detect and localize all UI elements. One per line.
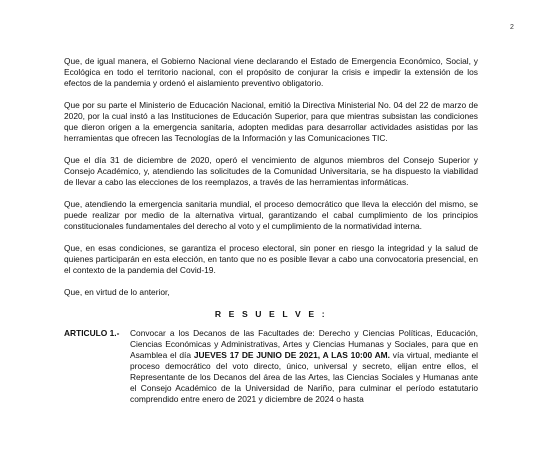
document-body — [64, 56, 478, 405]
article-1-date-highlight: JUEVES 17 DE JUNIO DE 2021, A LAS 10:00 AM. — [193, 350, 390, 360]
article-1-text-after: vía virtual, mediante el proceso democrático del voto directo, único, universal y secreto, elijan entre ellos, el Representante de los Decanos del área de las Artes, las Ciencias Sociales y Humanas ante el Consejo Académico de la Universidad de Nariño, para culminar el período estatutario comprendido entre enero de 2021 y diciembre de 2024 o hasta — [130, 350, 479, 404]
article-1-label: ARTICULO 1.- — [64, 328, 120, 338]
paragraph-ministerial-directive: Que por su parte el Ministerio de Educación Nacional, emitió la Directiva Ministerial No. 04 del 22 de marzo de 2020, por la cual instó a las Instituciones de Educación Superior, para que mientras subsistan las condiciones que dieron origen a la emergencia sanitaria, adopten medidas para desarrollar actividades asistidas por las herramientas que ofrecen las Tecnologías de la Información y las Comunicaciones TIC. — [64, 100, 478, 143]
page-number: 2 — [510, 24, 514, 31]
paragraph-council-expiry: Que el día 31 de diciembre de 2020, operó el vencimiento de algunos miembros del Consejo Superior y Consejo Académico, y, atendiendo las solicitudes de la Comunidad Universitaria, se ha dispuesto la viabilidad de llevar a cabo las elecciones de los reemplazos, a través de las herramientas informáticas. — [64, 155, 478, 187]
resuelve-heading: R E S U E L V E : — [214, 309, 328, 319]
paragraph-emergency-state: Que, de igual manera, el Gobierno Nacional viene declarando el Estado de Emergencia Económico, Social, y Ecológica en todo el territorio nacional, con el propósito de conjurar la crisis e impedir la extensión de los efectos de la pandemia y ordenó el aislamiento preventivo obligatorio. — [64, 56, 478, 88]
paragraph-electoral-guarantee: Que, en esas condiciones, se garantiza el proceso electoral, sin poner en riesgo la integridad y la salud de quienes participarán en esta elección, en tanto que no es posible llevar a cabo una convocatoria presencial, en el contexto de la pandemia del Covid-19. — [64, 243, 478, 275]
article-1 — [64, 328, 478, 405]
paragraph-in-virtue: Que, en virtud de lo anterior, — [64, 287, 170, 297]
article-1-text-before: Convocar a los Decanos de las Facultades de: Derecho y Ciencias Políticas, Educación, Ciencias Económicas y Administrativas, Artes y Ciencias Humanas y Sociales, para que en Asamblea el día — [130, 328, 478, 360]
article-1-text — [130, 328, 478, 405]
paragraph-virtual-election: Que, atendiendo la emergencia sanitaria mundial, el proceso democrático que lleva la elección del mismo, se puede realizar por medio de la alternativa virtual, garantizando el cabal cumplimiento de los principios constitucionales fundamentales del derecho al voto y el cumplimiento de la normatividad interna. — [64, 199, 478, 231]
